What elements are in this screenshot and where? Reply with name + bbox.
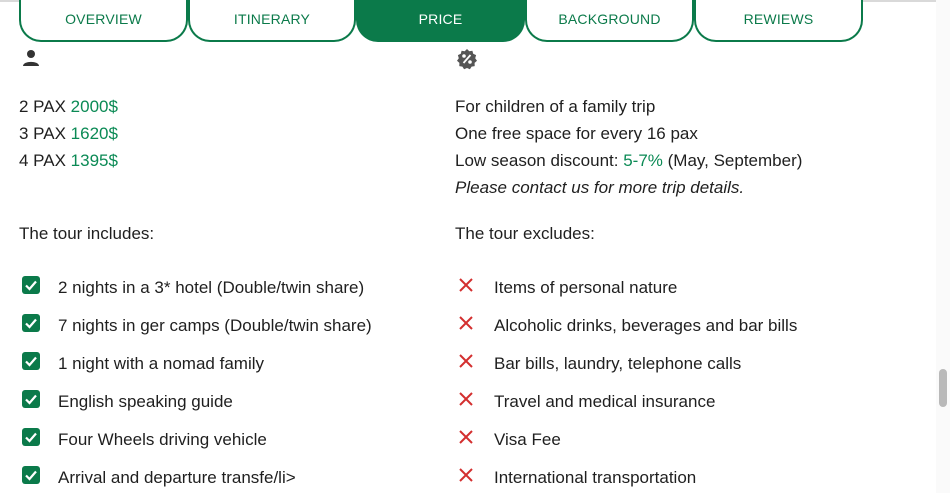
check-icon — [22, 276, 40, 294]
tab-overview[interactable]: OVERVIEW — [19, 0, 188, 42]
include-item: Arrival and departure transfe/li> — [58, 468, 296, 487]
cross-icon — [458, 391, 474, 412]
discount-free-space: One free space for every 16 pax — [455, 124, 698, 143]
excludes-title: The tour excludes: — [455, 224, 595, 243]
exclude-item: Travel and medical insurance — [494, 392, 716, 411]
discount-low-season — [455, 151, 802, 171]
tab-background[interactable]: BACKGROUND — [525, 0, 694, 42]
discount-children: For children of a family trip — [455, 97, 656, 116]
include-item: English speaking guide — [58, 392, 233, 411]
exclude-item: International transportation — [494, 468, 697, 487]
cross-icon — [458, 429, 474, 450]
tab-itinerary[interactable]: ITINERARY — [188, 0, 356, 42]
include-item: 7 nights in ger camps (Double/twin share) — [58, 316, 372, 335]
check-icon — [22, 314, 40, 332]
include-item: 2 nights in a 3* hotel (Double/twin share) — [58, 278, 365, 297]
person-icon — [22, 49, 40, 72]
tab-reviews[interactable]: REWIEWS — [694, 0, 863, 42]
price-value: 2000$ — [70, 97, 118, 116]
exclude-item: Items of personal nature — [494, 278, 678, 297]
check-icon — [22, 352, 40, 370]
exclude-item: Alcoholic drinks, beverages and bar bills — [494, 316, 798, 335]
cross-icon — [458, 315, 474, 336]
cross-icon — [458, 467, 474, 488]
discount-season-months: (May, September) — [662, 151, 803, 170]
check-icon — [22, 466, 40, 484]
discount-badge-icon — [456, 48, 478, 75]
price-row — [19, 97, 118, 117]
include-item: 1 night with a nomad family — [58, 354, 264, 373]
scrollbar-track[interactable] — [936, 0, 950, 493]
price-value: 1395$ — [70, 151, 118, 170]
pax-label: 2 PAX — [19, 97, 66, 116]
contact-note: Please contact us for more trip details. — [455, 178, 745, 197]
includes-title: The tour includes: — [19, 224, 155, 243]
pax-label: 3 PAX — [19, 124, 66, 143]
discount-low-season-label: Low season discount: — [455, 151, 624, 170]
exclude-item: Bar bills, laundry, telephone calls — [494, 354, 742, 373]
pax-label: 4 PAX — [19, 151, 66, 170]
tab-price[interactable]: PRICE — [356, 0, 525, 42]
price-row — [19, 124, 118, 144]
discount-percent: 5-7% — [623, 151, 663, 170]
include-item: Four Wheels driving vehicle — [58, 430, 267, 449]
cross-icon — [458, 277, 474, 298]
price-value: 1620$ — [70, 124, 118, 143]
check-icon — [22, 390, 40, 408]
price-row — [19, 151, 118, 171]
check-icon — [22, 428, 40, 446]
cross-icon — [458, 353, 474, 374]
scrollbar-thumb[interactable] — [939, 369, 947, 407]
exclude-item: Visa Fee — [494, 430, 561, 449]
